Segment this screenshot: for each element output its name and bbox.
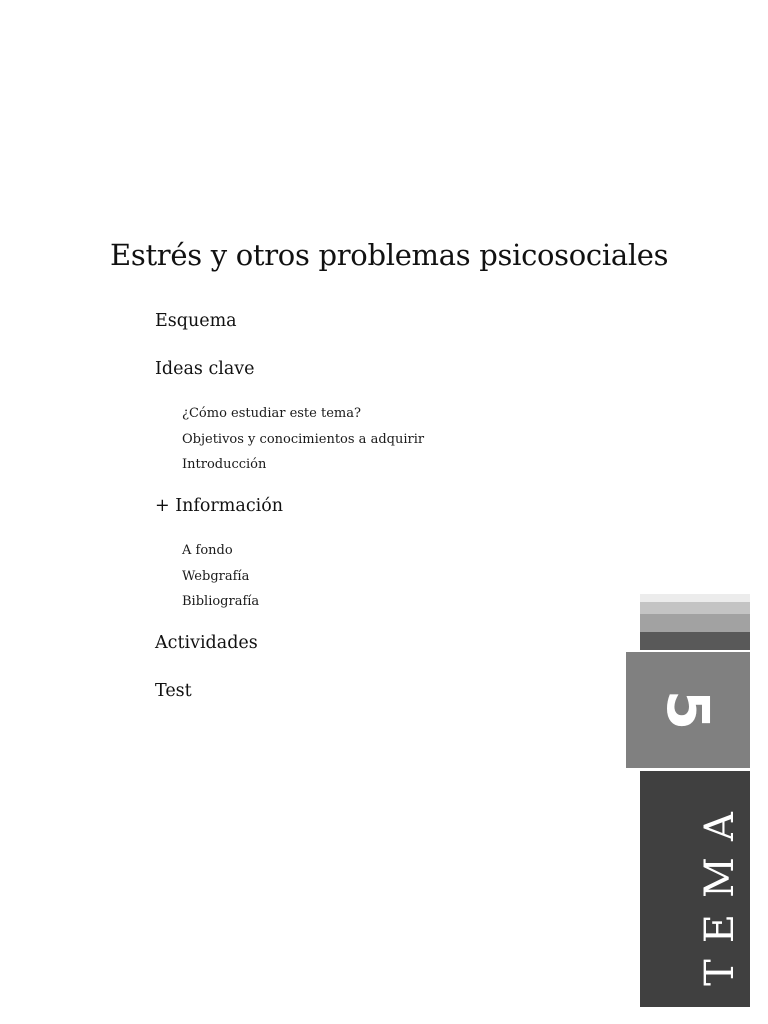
toc-item-objetivos[interactable]: Objetivos y conocimientos a adquirir [182,432,425,447]
toc-section-esquema[interactable]: Esquema [155,311,237,331]
tab-stripe-mid [640,614,750,632]
chapter-word-box [640,771,750,1007]
toc-item-como-estudiar[interactable]: ¿Cómo estudiar este tema? [182,406,361,421]
chapter-number-box [626,652,750,768]
toc-section-test[interactable]: Test [155,681,192,701]
toc-item-a-fondo[interactable]: A fondo [182,543,233,558]
toc-section-ideas-clave[interactable]: Ideas clave [155,359,255,379]
toc-item-bibliografia[interactable]: Bibliografía [182,594,260,609]
chapter-word: TEMA [697,796,743,986]
chapter-side-tab [626,594,750,1007]
chapter-number: 5 [654,689,722,731]
tab-stripe-dark [640,632,750,650]
toc-section-actividades[interactable]: Actividades [155,633,258,653]
tab-stripe-light [640,602,750,614]
toc-item-introduccion[interactable]: Introducción [182,457,267,472]
toc-item-webgrafia[interactable]: Webgrafía [182,569,250,584]
page-title: Estrés y otros problemas psicosociales [110,238,669,272]
tab-stripe-lightest [640,594,750,602]
toc-section-mas-informacion[interactable]: + Información [155,496,284,516]
